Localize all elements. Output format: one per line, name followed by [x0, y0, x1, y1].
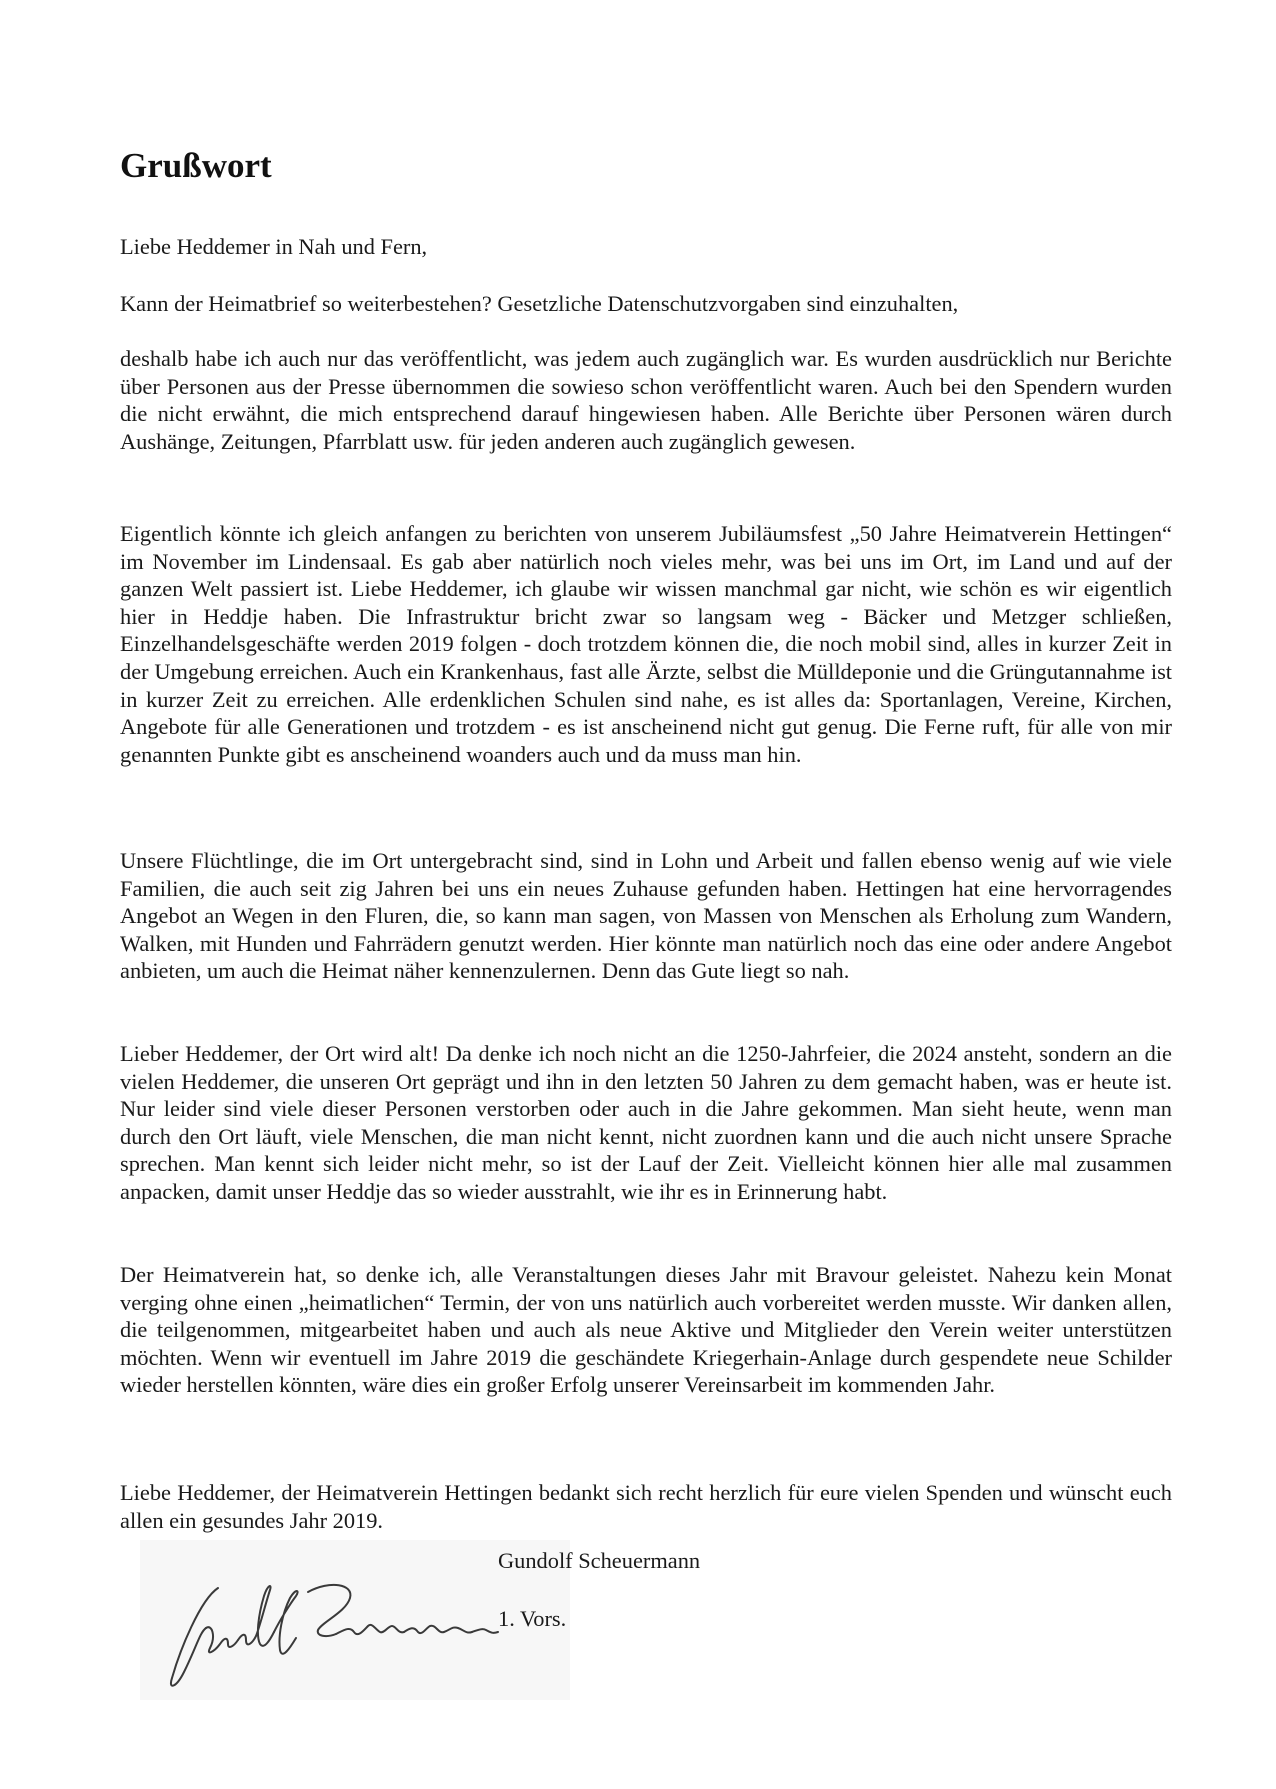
- signature-role: 1. Vors.: [498, 1606, 567, 1631]
- closing-paragraph: Liebe Heddemer, der Heimatverein Hettingen bedankt sich recht herzlich für eure vielen Spenden und wünscht euch allen ein gesundes Jahr 2019.: [120, 1480, 1172, 1533]
- intro-line: Kann der Heimatbrief so weiterbestehen? Gesetzliche Datenschutzvorgaben sind einzuhalten,: [120, 291, 959, 316]
- paragraph: Lieber Heddemer, der Ort wird alt! Da denke ich noch nicht an die 1250-Jahrfeier, die 2024 ansteht, sondern an die vielen Heddemer, die unseren Ort geprägt und ihn in den letzten 50 Jahren zu dem gemacht haben, was er heute ist. Nur leider sind viele dieser Personen verstorben oder auch in die Jahre gekommen. Man sieht heute, wenn man durch den Ort läuft, viele Menschen, die man nicht kennt, nicht zuordnen kann und die auch nicht unsere Sprache sprechen. Man kennt sich leider nicht mehr, so ist der Lauf der Zeit. Vielleicht können hier alle mal zusammen anpacken, damit unser Heddje das so wieder ausstrahlt, wie ihr es in Erinnerung habt.: [120, 1041, 1172, 1204]
- letter-page: [120, 0, 1172, 1789]
- paragraph: Der Heimatverein hat, so denke ich, alle Veranstaltungen dieses Jahr mit Bravour geleistet. Nahezu kein Monat verging ohne einen „heimatlichen“ Termin, der von uns natürlich auch vorbereitet werden musste. Wir danken allen, die teilgenommen, mitgearbeitet haben und auch als neue Aktive und Mitglieder den Verein weiter unterstützen möchten. Wenn wir eventuell im Jahre 2019 die geschändete Kriegerhain-Anlage durch gespendete neue Schilder wieder herstellen könnten, wäre dies ein großer Erfolg unserer Vereinsarbeit im kommenden Jahr.: [120, 1262, 1172, 1398]
- salutation: Liebe Heddemer in Nah und Fern,: [120, 234, 428, 259]
- paragraph: Unsere Flüchtlinge, die im Ort untergebracht sind, sind in Lohn und Arbeit und fallen ebenso wenig auf wie viele Familien, die auch seit zig Jahren bei uns ein neues Zuhause gefunden haben. Hettingen hat eine hervorragendes Angebot an Wegen in den Fluren, die, so kann man sagen, von Massen von Menschen als Erholung zum Wandern, Walken, mit Hunden und Fahrrädern genutzt werden. Hier könnte man natürlich noch das eine oder andere Angebot anbieten, um auch die Heimat näher kennenzulernen. Denn das Gute liegt so nah.: [120, 848, 1172, 984]
- paragraph: Eigentlich könnte ich gleich anfangen zu berichten von unserem Jubiläumsfest „50 Jahre Heimatverein Hettingen“ im November im Lindensaal. Es gab aber natürlich noch vieles mehr, was bei uns im Ort, im Land und auf der ganzen Welt passiert ist. Liebe Heddemer, ich glaube wir wissen manchmal gar nicht, wie schön es wir eigentlich hier in Heddje haben. Die Infrastruktur bricht zwar so langsam weg - Bäcker und Metzger schließen, Einzelhandelsgeschäfte werden 2019 folgen - doch trotzdem können die, die noch mobil sind, alles in kurzer Zeit in der Umgebung erreichen. Auch ein Krankenhaus, fast alle Ärzte, selbst die Mülldeponie und die Grüngutannahme ist in kurzer Zeit zu erreichen. Alle erdenklichen Schulen sind nahe, es ist alles da: Sportanlagen, Vereine, Kirchen, Angebote für alle Generationen und trotzdem - es ist anscheinend nicht gut genug. Die Ferne ruft, für alle von mir genannten Punkte gibt es anscheinend woanders auch und da muss man hin.: [120, 521, 1172, 767]
- paragraph: deshalb habe ich auch nur das veröffentlicht, was jedem auch zugänglich war. Es wurden ausdrücklich nur Berichte über Personen aus der Presse übernommen die sowieso schon veröffentlicht waren. Auch bei den Spendern wurden die nicht erwähnt, die mich entsprechend darauf hingewiesen haben. Alle Berichte über Personen wären durch Aushänge, Zeitungen, Pfarrblatt usw. für jeden anderen auch zugänglich gewesen.: [120, 346, 1172, 454]
- signature-name: Gundolf Scheuermann: [498, 1548, 701, 1573]
- page-title: Grußwort: [120, 146, 272, 185]
